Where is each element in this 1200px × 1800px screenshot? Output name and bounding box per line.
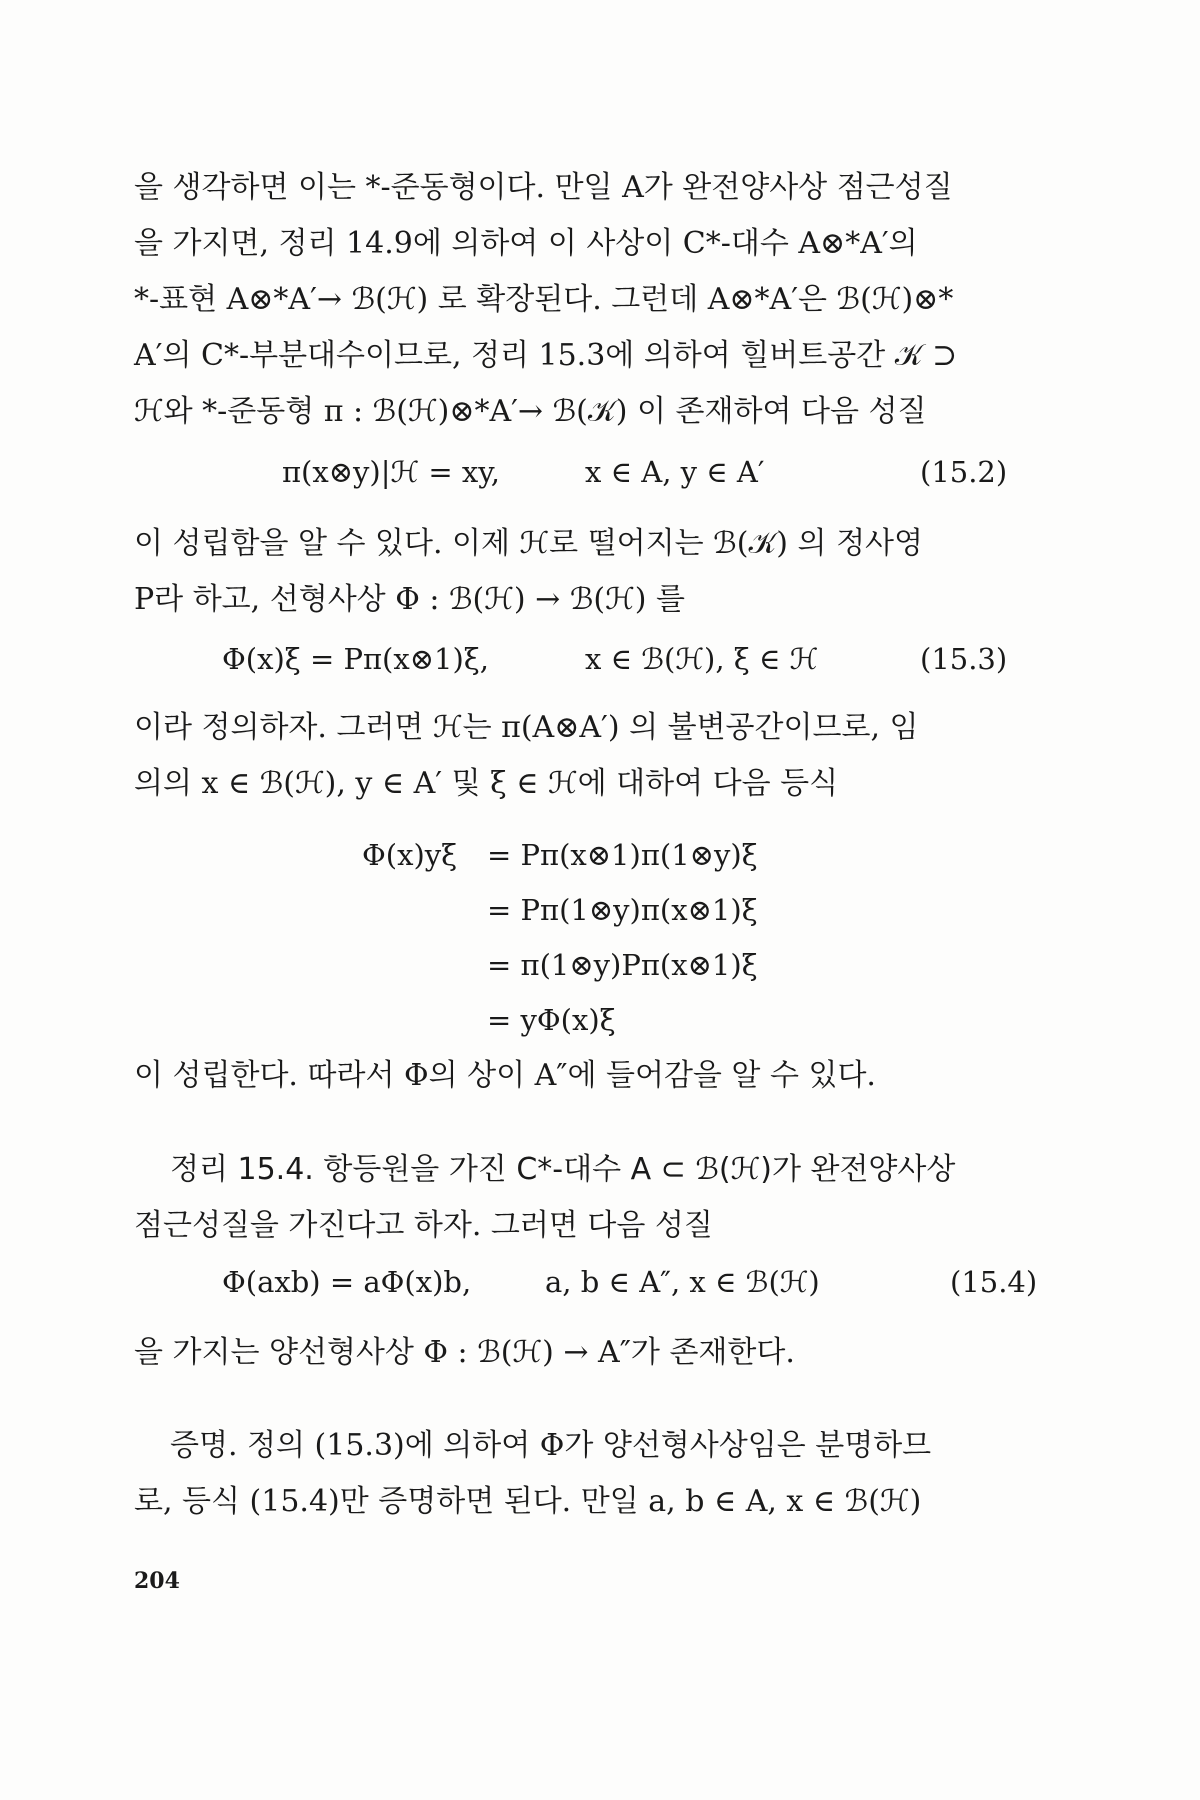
equation-15-3 (0, 642, 1200, 682)
equation-condition: a, b ∈ A″, x ∈ ℬ(ℋ) (545, 1265, 820, 1299)
text-line: 점근성질을 가진다고 하자. 그러면 다음 성질 (134, 1208, 713, 1243)
proof-start (170, 1418, 1030, 1474)
equation-15-4 (0, 1265, 1200, 1305)
equation-lhs: Φ(axb) = aΦ(x)b, (222, 1265, 472, 1299)
theorem-15-4-cont (134, 1198, 1024, 1254)
paragraph-invariant (134, 700, 1024, 812)
text-line: 증명. 정의 (15.3)에 의하여 Φ가 양선형사상임은 분명하므 (170, 1428, 932, 1463)
text-line: ℋ와 *-준동형 π : ℬ(ℋ)⊗*A′→ ℬ(𝒦) 이 존재하여 다음 성질 (134, 394, 927, 429)
aligned-row: = π(1⊗y)Pπ(x⊗1)ξ (487, 948, 758, 982)
equation-number: (15.3) (920, 642, 1008, 676)
text-line: 이 성립한다. 따라서 Φ의 상이 A″에 들어감을 알 수 있다. (134, 1058, 876, 1093)
equation-number: (15.2) (920, 455, 1008, 489)
text-line: 로, 등식 (15.4)만 증명하면 된다. 만일 a, b ∈ A, x ∈ ℬ(ℋ) (134, 1484, 922, 1519)
text-line: P라 하고, 선형사상 Φ : ℬ(ℋ) → ℬ(ℋ) 를 (134, 582, 685, 617)
equation-number: (15.4) (950, 1265, 1038, 1299)
equation-lhs: Φ(x)ξ = Pπ(x⊗1)ξ, (222, 642, 489, 676)
text-line: *-표현 A⊗*A′→ ℬ(ℋ) 로 확장된다. 그런데 A⊗*A′은 ℬ(ℋ)⊗* (134, 282, 954, 317)
aligned-lhs: Φ(x)yξ (362, 838, 458, 872)
page-number: 204 (134, 1568, 180, 1594)
text-line: 을 가지면, 정리 14.9에 의하여 이 사상이 C*-대수 A⊗*A′의 (134, 226, 918, 261)
text-line: 이 성립함을 알 수 있다. 이제 ℋ로 떨어지는 ℬ(𝒦) 의 정사영 (134, 526, 924, 561)
aligned-row: = yΦ(x)ξ (487, 1003, 616, 1037)
theorem-15-4 (170, 1142, 1030, 1198)
equation-condition: x ∈ ℬ(ℋ), ξ ∈ ℋ (585, 642, 819, 676)
text-line: 을 가지는 양선형사상 Φ : ℬ(ℋ) → A″가 존재한다. (134, 1335, 795, 1370)
paragraph-projection (134, 516, 1024, 628)
intro-paragraph (134, 160, 1024, 440)
equation-condition: x ∈ A, y ∈ A′ (585, 455, 765, 489)
text-line: A′의 C*-부분대수이므로, 정리 15.3에 의하여 힐버트공간 𝒦 ⊃ (134, 338, 958, 373)
proof-cont (134, 1474, 1024, 1530)
aligned-row: = Pπ(1⊗y)π(x⊗1)ξ (487, 893, 758, 927)
text-line: 이라 정의하자. 그러면 ℋ는 π(A⊗A′) 의 불변공간이므로, 임 (134, 710, 919, 745)
text-line: 정리 15.4. 항등원을 가진 C*-대수 A ⊂ ℬ(ℋ)가 완전양사상 (170, 1152, 956, 1187)
aligned-row: = Pπ(x⊗1)π(1⊗y)ξ (487, 838, 758, 872)
paragraph-conclusion (134, 1048, 1024, 1104)
text-line: 의의 x ∈ ℬ(ℋ), y ∈ A′ 및 ξ ∈ ℋ에 대하여 다음 등식 (134, 766, 839, 801)
theorem-end (134, 1325, 1024, 1381)
equation-15-2 (0, 455, 1200, 495)
text-line: 을 생각하면 이는 *-준동형이다. 만일 A가 완전양사상 점근성질 (134, 170, 953, 205)
equation-lhs: π(x⊗y)|ℋ = xy, (282, 455, 500, 489)
